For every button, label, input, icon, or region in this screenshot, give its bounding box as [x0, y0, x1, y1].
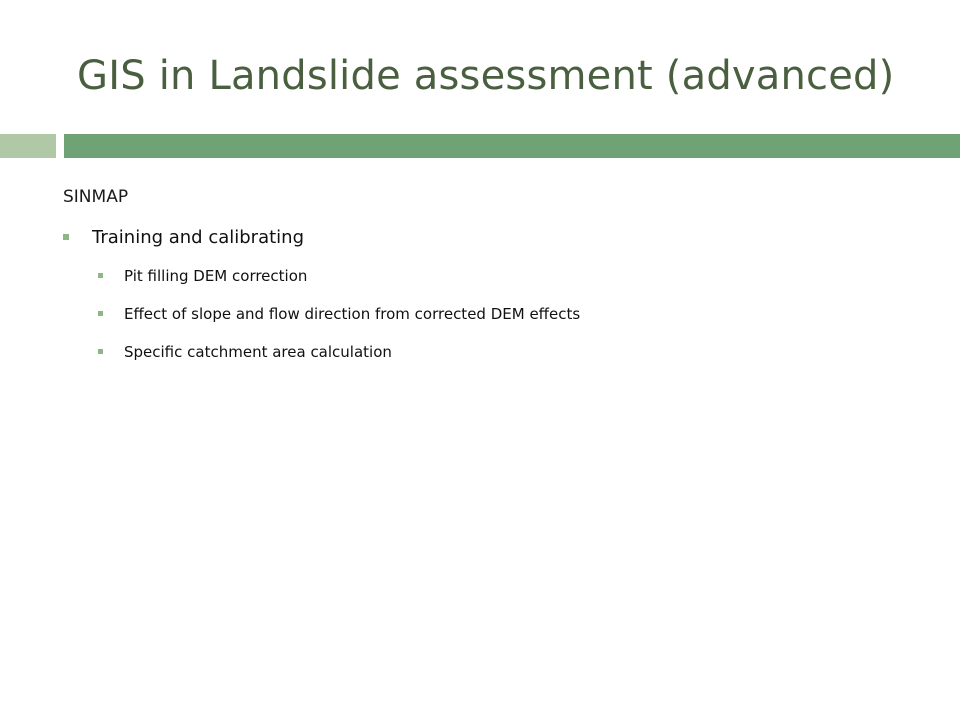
square-bullet-icon — [98, 349, 103, 354]
bullet-text: Pit filling DEM correction — [124, 267, 308, 285]
section-heading: SINMAP — [63, 187, 129, 207]
slide-title: GIS in Landslide assessment (advanced) — [77, 53, 895, 99]
bullet-item — [63, 223, 923, 253]
square-bullet-icon — [63, 234, 69, 240]
slide-body — [63, 180, 923, 367]
bullet-text: Training and calibrating — [92, 227, 305, 248]
sub-bullet-item — [63, 262, 923, 291]
sub-bullet-item — [63, 338, 923, 367]
square-bullet-icon — [98, 273, 103, 278]
bullet-text: Specific catchment area calculation — [124, 343, 392, 361]
title-accent-band-left — [0, 134, 56, 158]
sub-bullet-item — [63, 300, 923, 329]
bullet-text: Effect of slope and flow direction from corrected DEM effects — [124, 305, 581, 323]
square-bullet-icon — [98, 311, 103, 316]
title-accent-band — [64, 134, 960, 158]
